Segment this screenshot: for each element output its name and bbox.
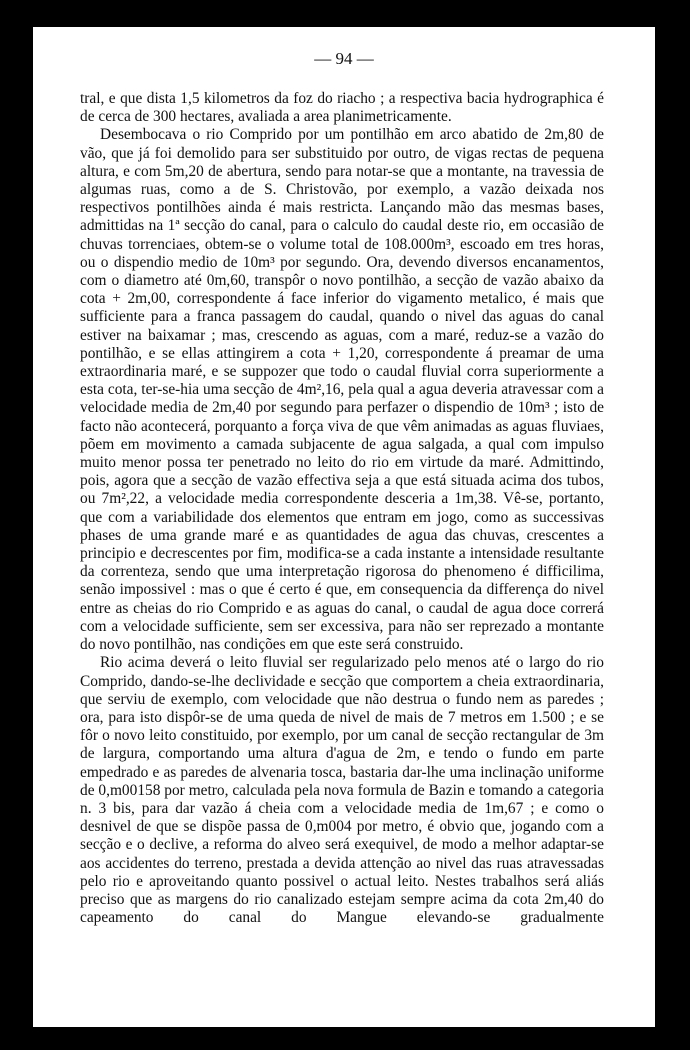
paragraph-rio-acima: Rio acima deverá o leito fluvial ser regularizado pelo menos até o largo do rio Comprido, dando-se-lhe declividade e secção que comportem a cheia extraordinaria, que serviu de exemplo, com velocidade que não destrua o fundo nem as paredes ; ora, para isto dispôr-se de uma queda de nivel de mais de 7 metros em 1.500 ; e se fôr o novo leito constituido, por exemplo, por um canal de secção rectangular de 3m de largura, comportando uma altura d'agua de 2m, e tendo o fundo em parte empedrado e as paredes de alvenaria tosca, bastaria dar-lhe uma inclinação uniforme de 0,m00158 por metro, calculada pela nova formula de Bazin e tomando a categoria n. 3 bis, para dar vazão á cheia com a velocidade media de 1m,67 ; e como o desnivel de que se dispõe passa de 0,m004 por metro, é obvio que, jogando com a secção e o declive, a reforma do alveo será exequivel, de modo a melhor adaptar-se aos accidentes do terreno, prestada a devida attenção ao nivel das ruas atravessadas pelo rio e aproveitando quanto possivel o actual leito. Nestes trabalhos será aliás preciso que as margens do rio canalizado estejam sempre acima da cota 2m,40 do capeamento do canal do Mangue elevando-se gradualmente	[80, 654, 604, 927]
paragraph-pontilhao: Desembocava o rio Comprido por um pontilhão em arco abatido de 2m,80 de vão, que já foi demolido para ser substituido por outro, de vigas rectas de pequena altura, e com 5m,20 de abertura, sendo para notar-se que a montante, na travessia de algumas ruas, como a de S. Christovão, por exemplo, a vazão deixada nos respectivos pontilhões ainda é mais restricta. Lançando mão das mesmas bases, admittidas na 1ª secção do canal, para o calculo do caudal deste rio, em occasião de chuvas torrenciaes, obtem-se o volume total de 108.000m³, escoado em tres horas, ou o dispendio medio de 10m³ por segundo. Ora, devendo diversos encanamentos, com o diametro até 0m,60, transpôr o novo pontilhão, a secção de vazão abaixo da cota + 2m,00, correspondente á face inferior do vigamento metalico, é mais que sufficiente para a franca passagem do caudal, quando o nivel das aguas do canal estiver na baixamar ; mas, crescendo as aguas, com a maré, reduz-se a vazão do pontilhão, e se ellas attingirem a cota + 1,20, correspondente á preamar de uma extraordinaria maré, e se suppozer que todo o caudal fluvial corra superiormente a esta cota, ter-se-hia uma secção de 4m²,16, pela qual a agua deveria atravessar com a velocidade media de 2m,40 por segundo para perfazer o dispendio de 10m³ ; isto de facto não acontecerá, porquanto a força viva de que vêm animadas as aguas fluviaes, põem em movimento a camada subjacente de agua salgada, a qual com impulso muito menor possa ter penetrado no leito do rio em virtude da maré. Admittindo, pois, agora que a secção de vazão effectiva seja a que está situada acima dos tubos, ou 7m²,22, a velocidade media correspondente desceria a 1m,38. Vê-se, portanto, que com a variabilidade dos elementos que entram em jogo, como as successivas phases de uma grande maré e as quantidades de agua das chuvas, crescentes a principio e decrescentes por fim, modifica-se a cada instante a intensidade resultante da correnteza, sendo que uma interpretação rigorosa do phenomeno é difficilima, senão impossivel : mas o que é certo é que, em consequencia da differença do nivel entre as cheias do rio Comprido e as aguas do canal, o caudal de agua doce correrá com a velocidade sufficiente, sem ser excessiva, para não ser reprezado a montante do novo pontilhão, nas condições em que este será construido.	[80, 126, 604, 654]
paragraph-continuation: tral, e que dista 1,5 kilometros da foz do riacho ; a respectiva bacia hydrographica é de cerca de 300 hectares, avaliada a area planimetricamente.	[80, 90, 604, 126]
document-page	[33, 27, 655, 1027]
body-text	[80, 90, 604, 927]
page-number: — 94 —	[314, 49, 374, 68]
